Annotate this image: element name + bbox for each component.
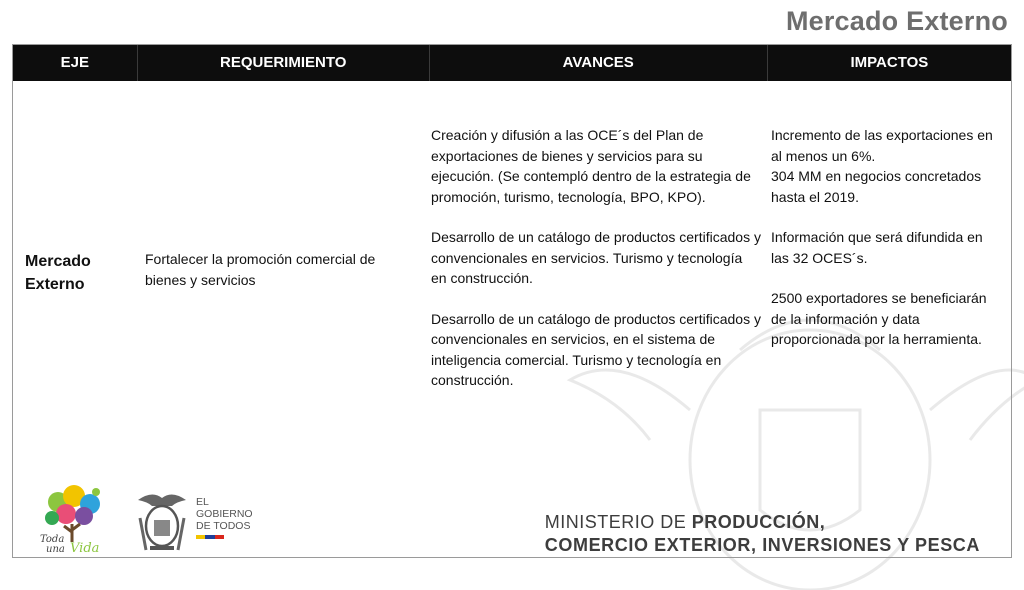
cell-avances [431, 125, 761, 411]
progress-table [12, 44, 1012, 558]
header-avances: AVANCES [429, 45, 767, 81]
impacto-item: Incremento de las exportaciones en al menos un 6%. [771, 127, 993, 164]
header-requerimiento: REQUERIMIENTO [137, 45, 429, 81]
cell-requerimiento: Fortalecer la promoción comercial de bienes y servicios [145, 251, 376, 288]
ministerio-logo [545, 512, 980, 556]
flag-bar [196, 535, 224, 539]
header-impactos: IMPACTOS [767, 45, 1011, 81]
avance-item: Desarrollo de un catálogo de productos certificados y convencionales en servicios. Turismo y tecnología en construcción. [431, 229, 761, 286]
logo-text: Vida [70, 541, 100, 556]
page-title: Mercado Externo [785, 6, 1008, 36]
header-eje: EJE [60, 54, 89, 71]
logo-text: una [46, 544, 65, 555]
eje-line: Externo [25, 276, 85, 293]
toda-una-vida-tree-icon [36, 484, 108, 556]
gobierno-line: EL [196, 496, 209, 508]
table-header [13, 45, 1011, 81]
impacto-item: 304 MM en negocios concretados hasta el 2019. [771, 168, 982, 205]
avance-item: Desarrollo de un catálogo de productos certificados y convencionales en servicios, en el sistema de inteligencia comercial. Turismo y tecnología en construcción. [431, 310, 761, 388]
eje-line: Mercado [25, 253, 91, 270]
ministerio-text: MINISTERIO DE [544, 512, 692, 532]
gobierno-line: DE TODOS [196, 520, 251, 532]
impacto-item: Información que será difundida en las 32 OCES´s. [771, 229, 983, 266]
impacto-item: 2500 exportadores se beneficiarán de la información y data proporcionada por la herramienta. [771, 290, 987, 347]
cell-eje [25, 250, 125, 296]
logo-text: Toda [40, 534, 65, 545]
ecuador-coat-of-arms-icon [132, 490, 192, 554]
cell-impactos [771, 125, 1003, 370]
gobierno-line: GOBIERNO [196, 508, 253, 520]
avance-item: Creación y difusión a las OCE´s del Plan de exportaciones de bienes y servicios para su ejecución. (Se contempló dentro de la estrategia de promoción, turismo, tecnología, BPO, KPO). [431, 127, 751, 205]
gobierno-logo [196, 496, 256, 539]
ministerio-text: COMERCIO EXTERIOR, INVERSIONES Y PESCA [544, 535, 980, 555]
ministerio-text-bold: PRODUCCIÓN, [691, 512, 826, 532]
